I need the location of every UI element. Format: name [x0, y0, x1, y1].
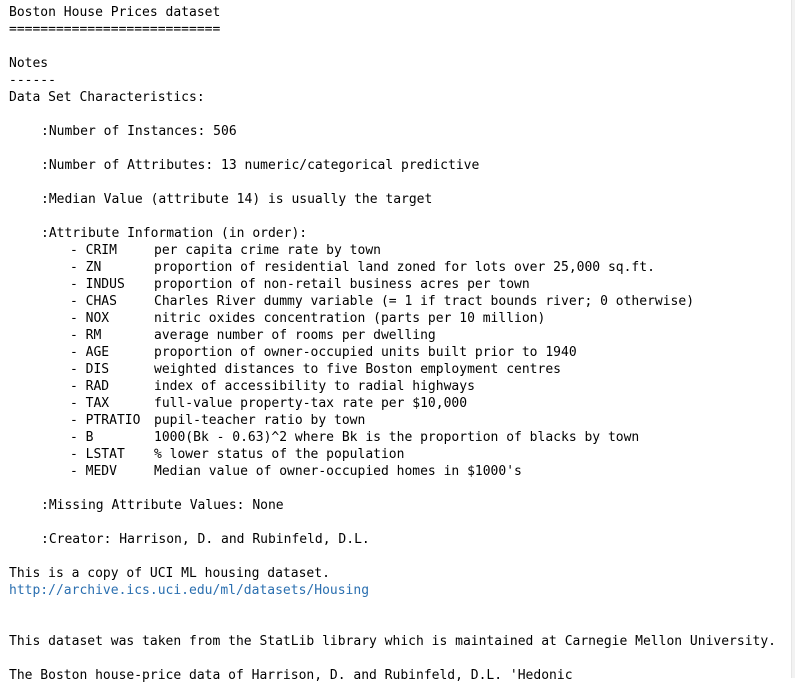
copy-note: This is a copy of UCI ML housing dataset. — [9, 566, 330, 581]
spacer — [9, 174, 795, 191]
spacer — [9, 480, 795, 497]
attribute-code: - CRIM — [70, 243, 117, 258]
attribute-description: full-value property-tax rate per $10,000 — [154, 396, 468, 411]
attribute-code: - RM — [70, 328, 102, 343]
attribute-code: - NOX — [70, 311, 110, 326]
attribute-row — [9, 395, 795, 412]
scroll-edge — [791, 0, 795, 678]
attribute-row — [9, 412, 795, 429]
attribute-row — [9, 344, 795, 361]
attribute-row — [9, 463, 795, 480]
attribute-code: - TAX — [70, 396, 110, 411]
attribute-code: - B — [70, 430, 94, 445]
attribute-description: pupil-teacher ratio by town — [154, 413, 366, 428]
attribute-code: - MEDV — [70, 464, 117, 479]
spacer — [9, 514, 795, 531]
spacer — [9, 208, 795, 225]
attributes-line: :Number of Attributes: 13 numeric/categorical predictive — [41, 158, 480, 173]
statlib-note: This dataset was taken from the StatLib library which is maintained at Carnegie Mellon University. — [9, 634, 777, 649]
attribute-description: average number of rooms per dwelling — [154, 328, 436, 343]
attribute-row — [9, 276, 795, 293]
attribute-row — [9, 293, 795, 310]
attribute-list — [9, 242, 795, 480]
attribute-row — [9, 361, 795, 378]
notes-heading: Notes — [9, 56, 49, 71]
attribute-description: 1000(Bk - 0.63)^2 where Bk is the proportion of blacks by town — [154, 430, 640, 445]
doc-title: Boston House Prices dataset — [9, 5, 221, 20]
spacer — [9, 106, 795, 123]
attribute-row — [9, 446, 795, 463]
creator-line: :Creator: Harrison, D. and Rubinfeld, D.L. — [41, 532, 370, 547]
spacer — [9, 548, 795, 565]
spacer — [9, 140, 795, 157]
title-underline: =========================== — [9, 22, 221, 37]
attribute-row — [9, 259, 795, 276]
attribute-code: - CHAS — [70, 294, 117, 309]
attribute-row — [9, 310, 795, 327]
attribute-description: per capita crime rate by town — [154, 243, 381, 258]
attribute-info-heading: :Attribute Information (in order): — [41, 226, 308, 241]
attribute-code: - LSTAT — [70, 447, 125, 462]
spacer — [9, 650, 795, 667]
notes-underline: ------ — [9, 73, 56, 88]
uci-dataset-link[interactable]: http://archive.ics.uci.edu/ml/datasets/Housing — [9, 583, 370, 598]
attribute-description: nitric oxides concentration (parts per 10 million) — [154, 311, 546, 326]
attribute-description: index of accessibility to radial highways — [154, 379, 475, 394]
spacer — [9, 38, 795, 55]
attribute-row — [9, 327, 795, 344]
attribute-code: - DIS — [70, 362, 110, 377]
dataset-description — [9, 4, 795, 684]
attribute-description: % lower status of the population — [154, 447, 405, 462]
instances-line: :Number of Instances: 506 — [41, 124, 237, 139]
attribute-description: Median value of owner-occupied homes in $1000's — [154, 464, 522, 479]
attribute-code: - AGE — [70, 345, 110, 360]
median-value-line: :Median Value (attribute 14) is usually the target — [41, 192, 433, 207]
attribute-code: - ZN — [70, 260, 102, 275]
spacer — [9, 599, 795, 616]
attribute-description: Charles River dummy variable (= 1 if tract bounds river; 0 otherwise) — [154, 294, 695, 309]
attribute-row — [9, 242, 795, 259]
missing-values-line: :Missing Attribute Values: None — [41, 498, 284, 513]
attribute-row — [9, 429, 795, 446]
attribute-code: - INDUS — [70, 277, 125, 292]
attribute-description: proportion of owner-occupied units built prior to 1940 — [154, 345, 577, 360]
attribute-code: - PTRATIO — [70, 413, 141, 428]
cutoff-line: The Boston house-price data of Harrison, D. and Rubinfeld, D.L. 'Hedonic — [9, 668, 573, 683]
attribute-description: weighted distances to five Boston employment centres — [154, 362, 561, 377]
attribute-code: - RAD — [70, 379, 110, 394]
attribute-row — [9, 378, 795, 395]
attribute-description: proportion of non-retail business acres per town — [154, 277, 530, 292]
attribute-description: proportion of residential land zoned for lots over 25,000 sq.ft. — [154, 260, 655, 275]
spacer — [9, 616, 795, 633]
characteristics-heading: Data Set Characteristics: — [9, 90, 205, 105]
